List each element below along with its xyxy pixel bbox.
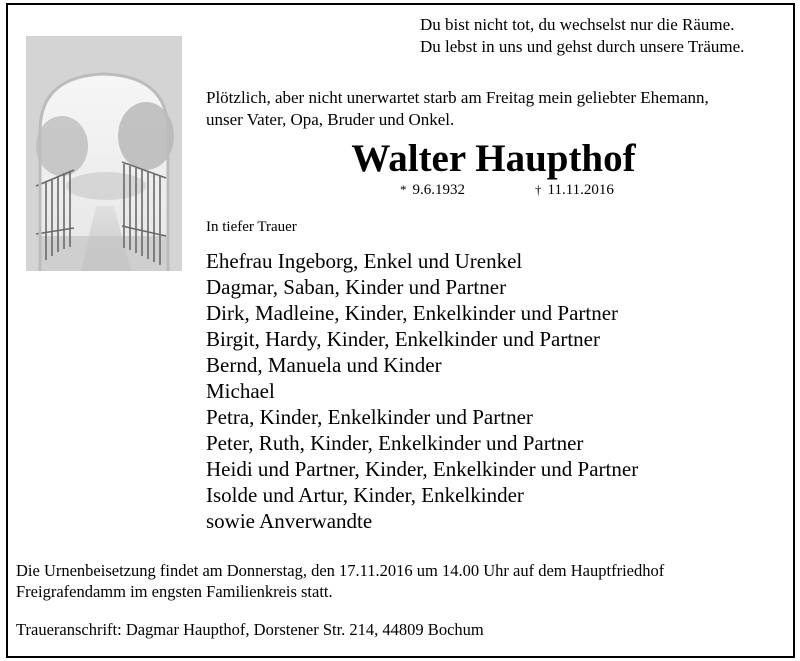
mourner-line: Isolde und Artur, Kinder, Enkelkinder [206, 483, 524, 507]
gateway-image-graphic [26, 36, 182, 271]
birth-date-value: 9.6.1932 [412, 182, 465, 198]
birth-star-icon: * [400, 182, 407, 197]
mourner-line: Bernd, Manuela und Kinder [206, 353, 442, 377]
mourning-address: Traueranschrift: Dagmar Haupthof, Dorstener Str. 214, 44809 Bochum [16, 620, 484, 639]
mourner-line: Heidi und Partner, Kinder, Enkelkinder und Partner [206, 457, 639, 481]
death-announcement [206, 87, 781, 131]
mourner-line: Birgit, Hardy, Kinder, Enkelkinder und Partner [206, 327, 600, 351]
memorial-quote [420, 14, 790, 58]
funeral-line-2: Freigrafendamm im engsten Familienkreis statt. [16, 582, 333, 601]
mourner-line: Dirk, Madleine, Kinder, Enkelkinder und Partner [206, 301, 619, 325]
mourners-list [206, 248, 786, 534]
deceased-name: Walter Haupthof [351, 137, 636, 180]
death-date-value: 11.11.2016 [547, 182, 614, 198]
announcement-line-1: Plötzlich, aber nicht unerwartet starb am Freitag mein geliebter Ehemann, [206, 88, 709, 107]
quote-line-1: Du bist nicht tot, du wechselst nur die Räume. [420, 15, 735, 34]
quote-line-2: Du lebst in uns und gehst durch unsere Träume. [420, 37, 745, 56]
mourner-line: Dagmar, Saban, Kinder und Partner [206, 275, 507, 299]
funeral-details [16, 560, 786, 602]
mourner-line: sowie Anverwandte [206, 509, 373, 533]
funeral-line-1: Die Urnenbeisetzung findet am Donnerstag, den 17.11.2016 um 14.00 Uhr auf dem Hauptfriedhof [16, 561, 665, 580]
mourner-line: Petra, Kinder, Enkelkinder und Partner [206, 405, 533, 429]
birth-date [400, 180, 465, 200]
announcement-line-2: unser Vater, Opa, Bruder und Onkel. [206, 110, 455, 129]
mourning-label: In tiefer Trauer [206, 219, 297, 235]
mourner-line: Ehefrau Ingeborg, Enkel und Urenkel [206, 249, 523, 273]
mourner-line: Michael [206, 379, 275, 403]
mourner-line: Peter, Ruth, Kinder, Enkelkinder und Partner [206, 431, 584, 455]
death-cross-icon: † [535, 182, 542, 197]
death-date [535, 180, 614, 200]
gateway-photo [26, 36, 182, 271]
